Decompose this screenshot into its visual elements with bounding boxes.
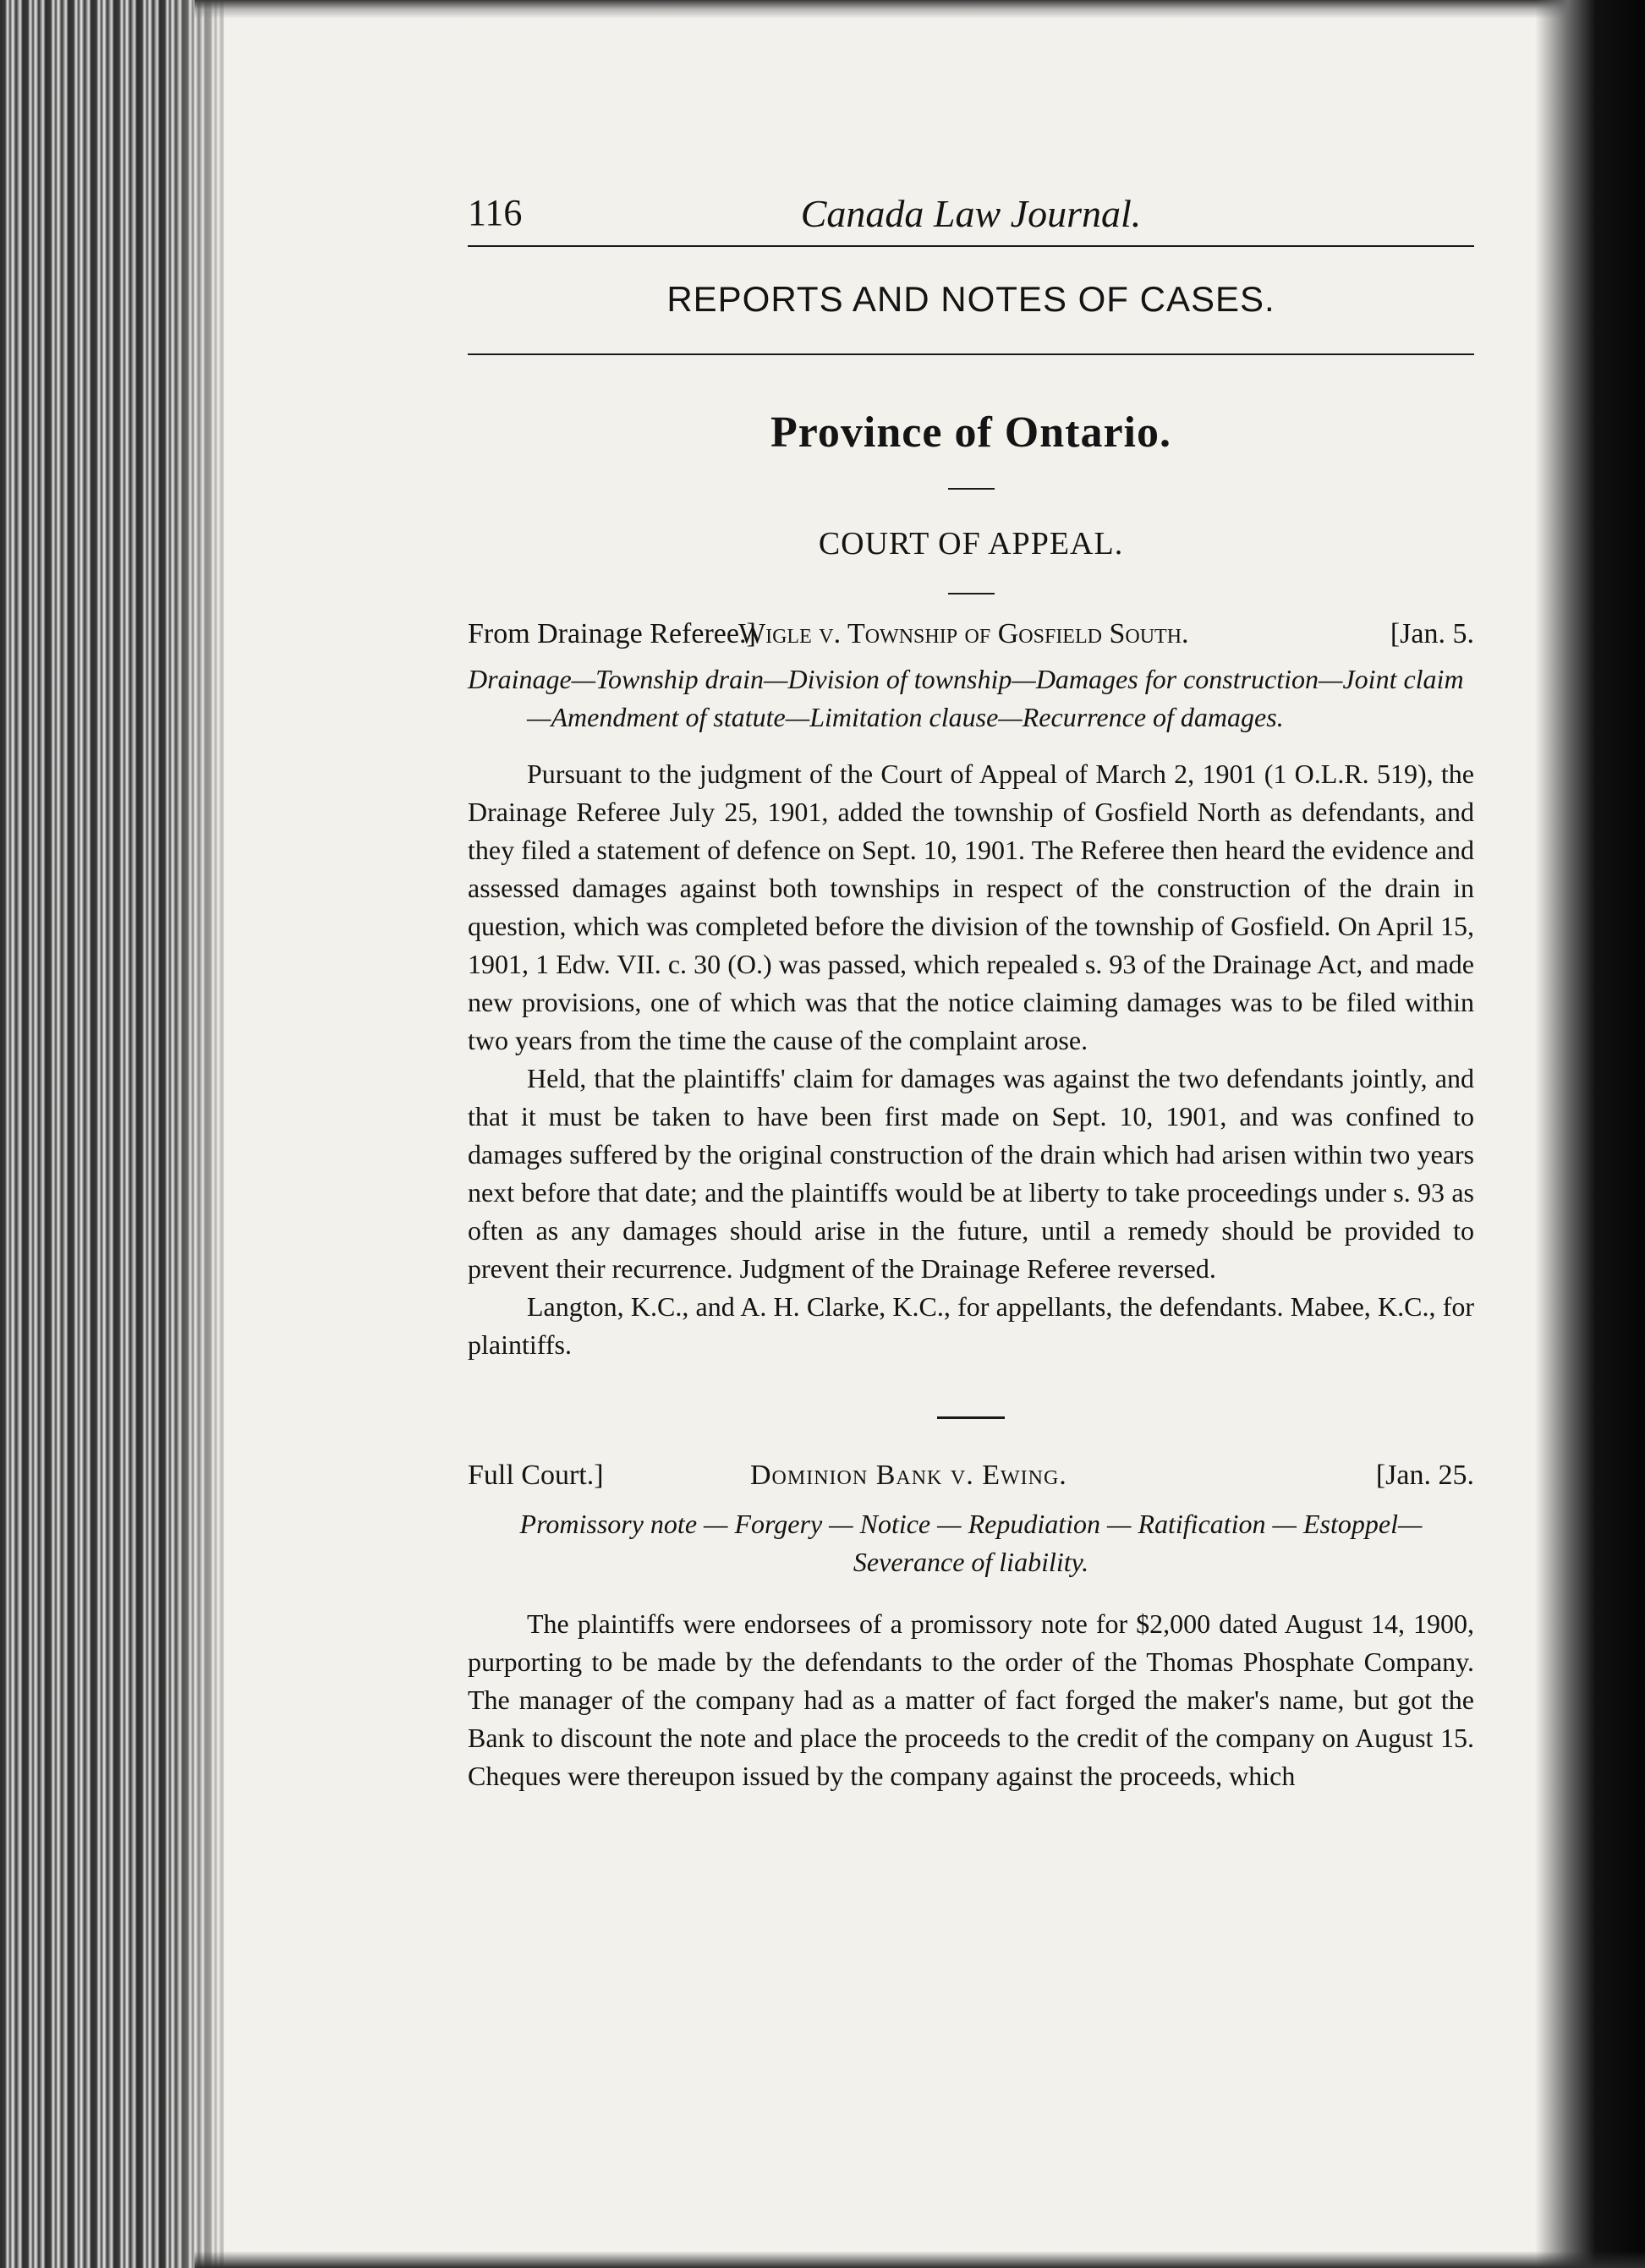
journal-page (468, 184, 1474, 1795)
case-title: Wigle v. Township of Gosfield South. (738, 618, 1189, 649)
province-heading: Province of Ontario. (770, 408, 1171, 457)
section-rule (468, 353, 1474, 355)
case-date: [Jan. 25. (1375, 1460, 1474, 1491)
case-origin: From Drainage Referee.] (468, 618, 756, 649)
running-head (468, 184, 1474, 244)
court-heading: COURT OF APPEAL. (818, 526, 1124, 562)
case-headnote: Promissory note — Forgery — Notice — Repudiation — Ratification — Estoppel—Severance of liability. (519, 1509, 1423, 1577)
case-holding: Held, that the plaintiffs' claim for damages was against the two defendants jointly, and that it must be taken to have been first made on Sept. 10, 1901, and was confined to damages suffered by the original construction of the drain which had arisen within two years next before that date; and the plaintiffs would be at liberty to take proceedings under s. 93 as often as any damages should arise in the future, until a remedy should be provided to prevent their recurrence. Judgment of the Drainage Referee reversed. (468, 1063, 1474, 1284)
spine-shadow (169, 0, 245, 2268)
divider-dash (948, 593, 995, 594)
page-right-edge (1535, 0, 1645, 2268)
page-number: 116 (468, 192, 523, 233)
case-counsel: Langton, K.C., and A. H. Clarke, K.C., for appellants, the defendants. Mabee, K.C., for plaintiffs. (468, 1291, 1474, 1360)
case-paragraph: Pursuant to the judgment of the Court of Appeal of March 2, 1901 (1 O.L.R. 519), the Drainage Referee July 25, 1901, added the township of Gosfield North as defendants, and they filed a statement of defence on Sept. 10, 1901. The Referee then heard the evidence and assessed damages against both townships in respect of the construction of the drain in question, which was completed before the division of the township of Gosfield. On April 15, 1901, 1 Edw. VII. c. 30 (O.) was passed, which repealed s. 93 of the Drainage Act, and made new provisions, one of which was that the notice claiming damages was to be filed within two years from the time the cause of the complaint arose. (468, 759, 1474, 1055)
case-date: [Jan. 5. (1390, 618, 1474, 649)
page-bottom-edge (195, 2251, 1645, 2268)
case-paragraph: The plaintiffs were endorsees of a promissory note for $2,000 dated August 14, 1900, purporting to be made by the defendants to the order of the Thomas Phosphate Company. The manager of the company had as a matter of fact forged the maker's name, but got the Bank to discount the note and place the proceeds to the credit of the company on August 15. Cheques were thereupon issued by the company against the proceeds, which (468, 1608, 1474, 1791)
case-citation-line (468, 618, 1474, 660)
case-court: Full Court.] (468, 1460, 604, 1491)
journal-title: Canada Law Journal. (800, 192, 1142, 235)
case-headnote: Drainage—Township drain—Division of township—Damages for construction—Joint claim—Amendment of statute—Limitation clause—Recurrence of damages. (468, 664, 1464, 732)
page-top-edge (195, 0, 1645, 19)
section-title: REPORTS AND NOTES OF CASES. (666, 279, 1275, 319)
case-separator (937, 1416, 1005, 1419)
header-rule (468, 245, 1474, 247)
case-citation-line (468, 1460, 1474, 1502)
divider-dash (948, 488, 995, 490)
case-title: Dominion Bank v. Ewing. (750, 1460, 1067, 1491)
